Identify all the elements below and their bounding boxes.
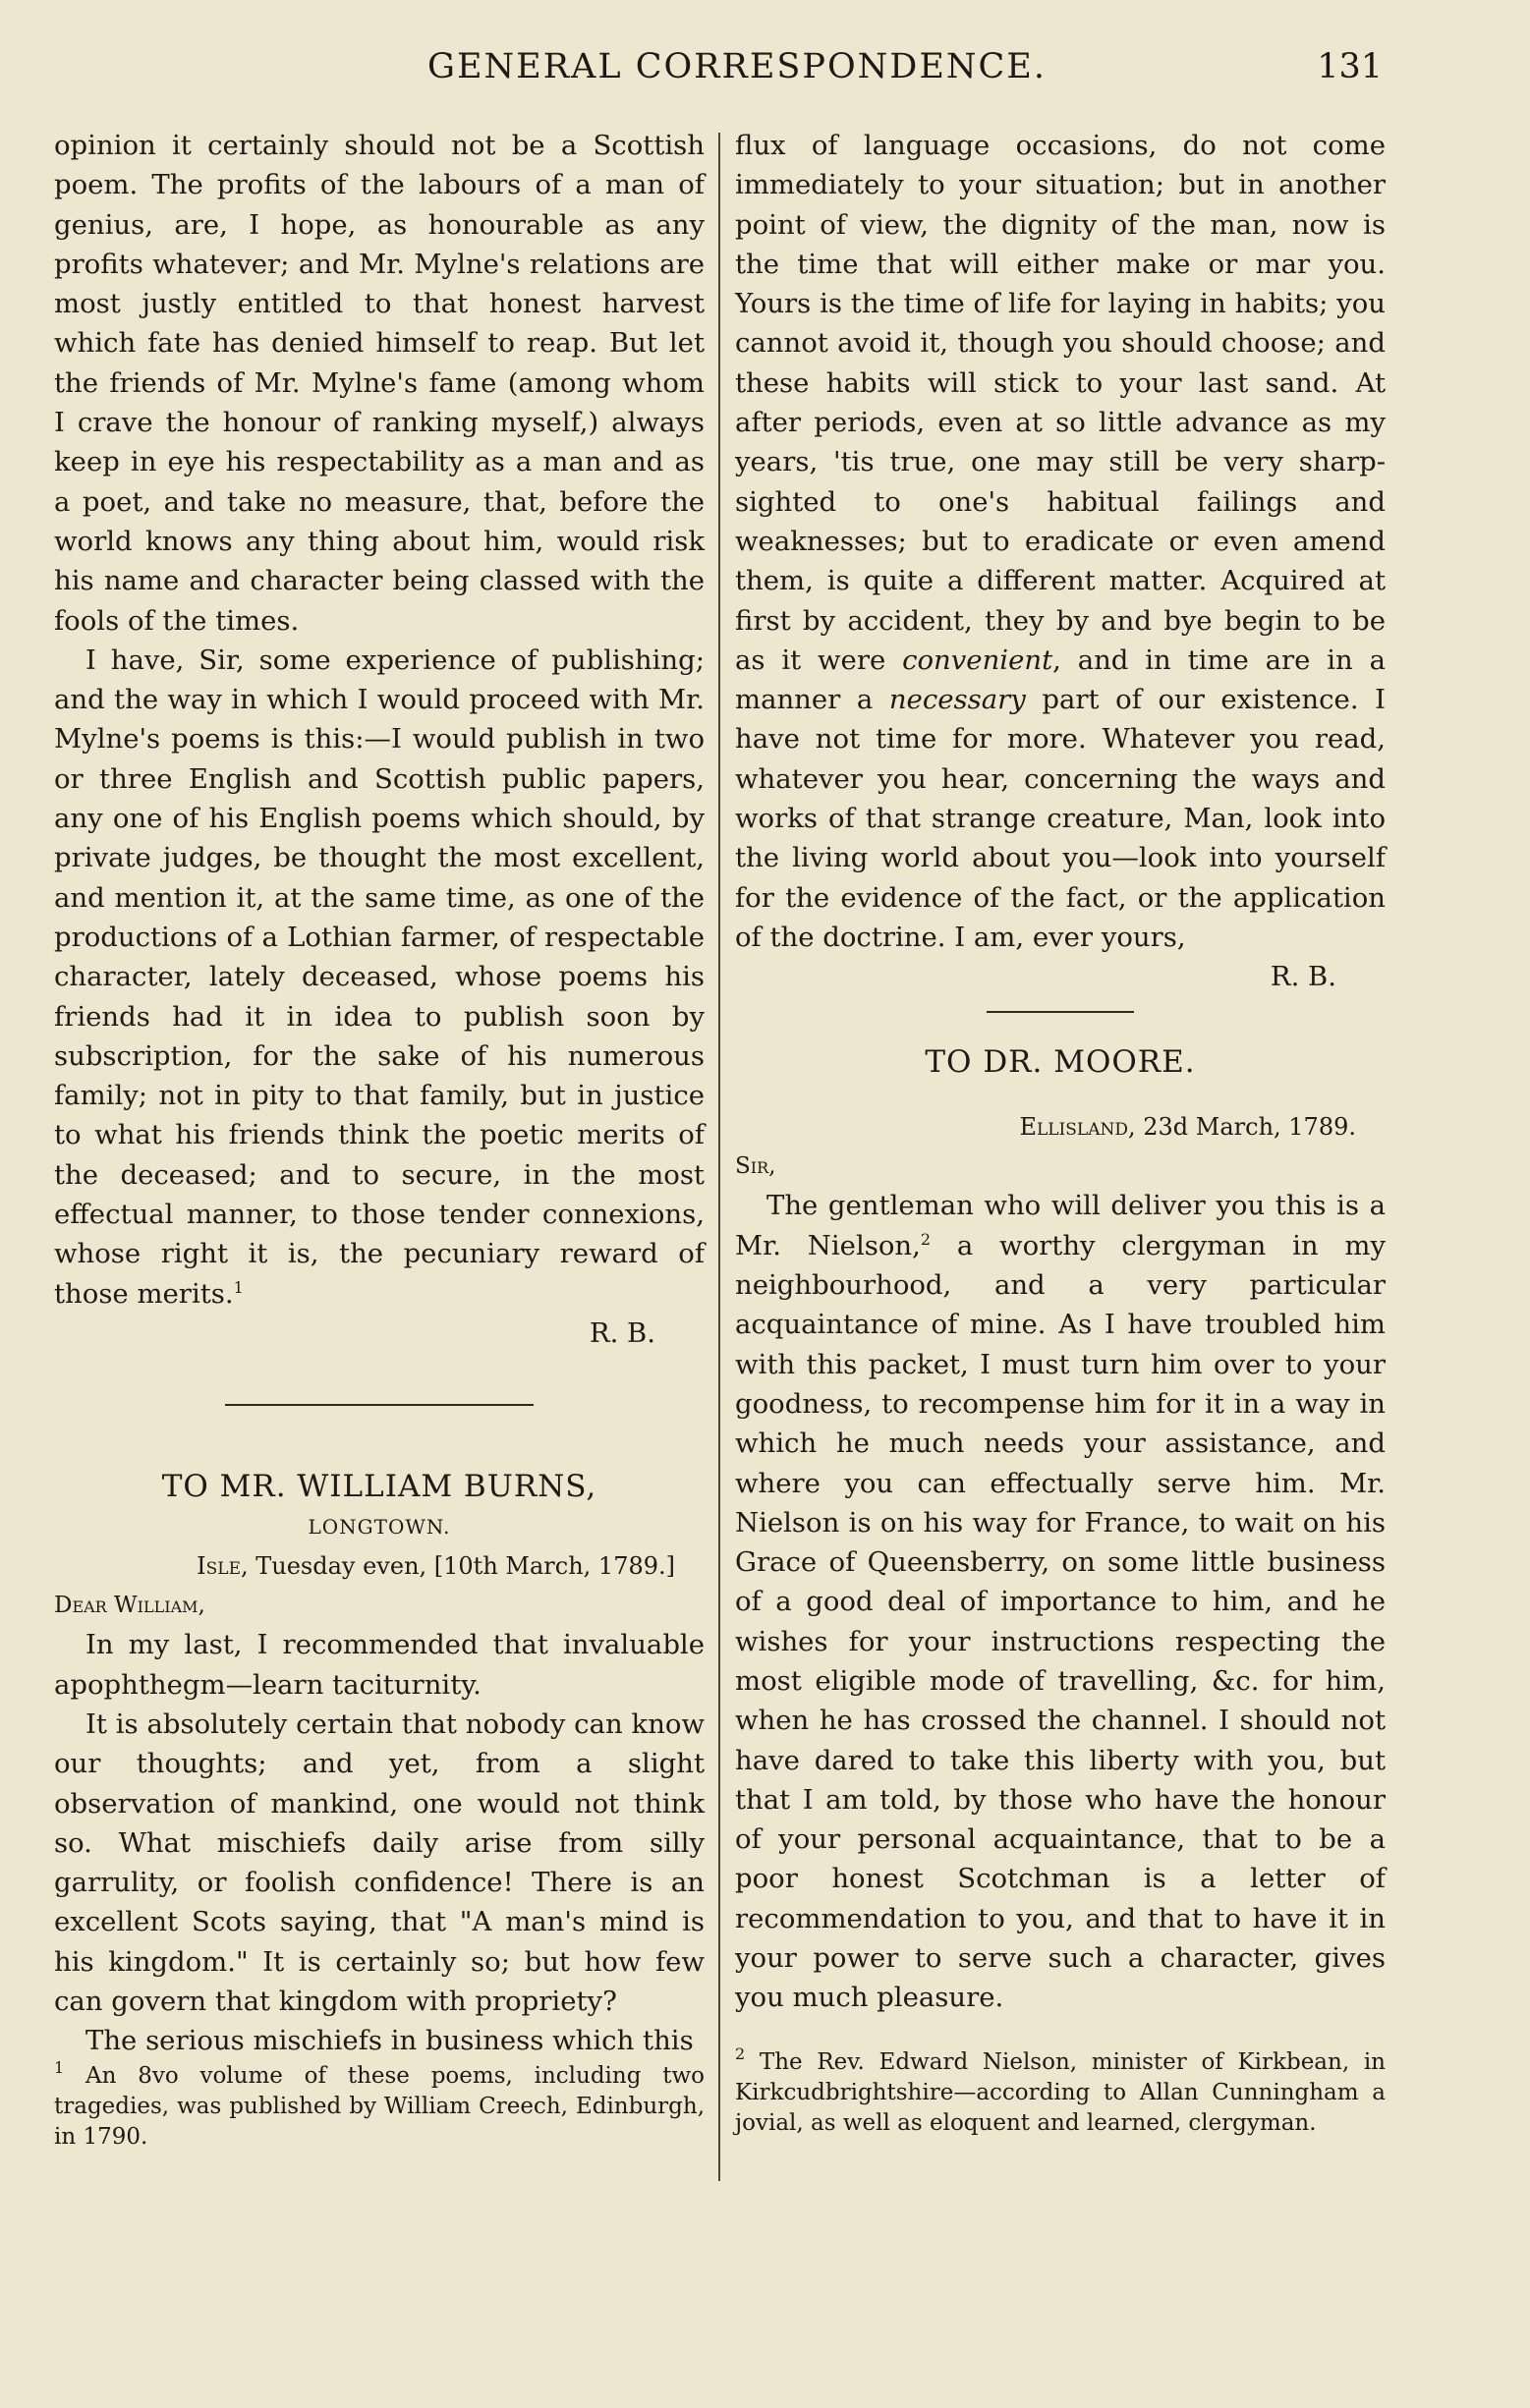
signature: R. B.	[1270, 961, 1336, 993]
salutation: Dear William,	[54, 1593, 205, 1619]
salutation: Sir,	[735, 1153, 776, 1180]
paragraph	[735, 1186, 1386, 2017]
page-header	[0, 47, 1530, 106]
emphasis: necessary	[888, 684, 1026, 716]
footnote-marker: 2	[920, 1229, 932, 1249]
footnote-text: The Rev. Edward Nielson, minister of Kirkbean, in Kirkcudbrightshire—according to Allan Cunningham a jovial, as well as eloquent and learned, clergyman.	[735, 2048, 1386, 2136]
footnote	[54, 2057, 705, 2153]
paragraph-text: , and in time are in a manner a	[735, 644, 1386, 716]
letter-heading: TO MR. WILLIAM BURNS,	[161, 1469, 597, 1505]
right-column	[735, 126, 1386, 2139]
footnote-number: 2	[735, 2044, 746, 2063]
paragraph-text: The gentleman who will deliver you this is a Mr. Nielson,	[735, 1190, 1386, 1261]
dateline	[735, 1107, 1386, 1147]
footnote-number: 1	[54, 2057, 65, 2077]
page-number: 131	[1317, 47, 1383, 86]
section-divider	[987, 1011, 1134, 1013]
paragraph-text: a worthy clergyman in my neighbourhood, and a very particular acquaintance of mine. As I have troubled him with this packet, I must turn him over to your goodness, to recompense him for it in a way in which he much needs your assistance, and where you can effectually serve him. Mr. Nielson is on his way for France, to wait on his Grace of Queensberry, on some little business of a good deal of importance to him, and he wishes for your instructions respecting the most eligible mode of travelling, &c. for him, when he has crossed the channel. I should not have dared to take this liberty with you, but that I am told, by those who have the honour of your personal acquaintance, that to be a poor honest Scotchman is a letter of recommendation to you, and that to have it in your power to serve such a character, gives you much pleasure.	[735, 1229, 1386, 2014]
paragraph-text: flux of language occasions, do not come immediately to your situation; but in another point of view, the dignity of the man, now is the time that will either make or mar you. Yours is the time of life for laying in habits; you cannot avoid it, though you should choose; and these habits will stick to your last sand. At after periods, even at so little advance as my years, 'tis true, one may still be very sharp-sighted to one's habitual failings and weaknesses; but to eradicate or even amend them, is quite a different matter. Acquired at first by accident, they by and bye begin to be as it were	[735, 130, 1386, 676]
paragraph: opinion it certainly should not be a Scottish poem. The profits of the labours of a man of genius, are, I hope, as honourable as any profits whatever; and Mr. Mylne's relations are most justly entitled to that honest harvest which fate has denied himself to reap. But let the friends of Mr. Mylne's fame (among whom I crave the honour of ranking myself,) always keep in eye his respectability as a man and as a poet, and take no measure, that, before the world knows any thing about him, would risk his name and character being classed with the fools of the times.	[54, 130, 705, 637]
emphasis: convenient	[902, 644, 1053, 676]
dateline-place: Ellisland	[1019, 1112, 1128, 1141]
paragraph	[735, 126, 1386, 957]
dateline-date: , 23d March, 1789.	[1127, 1112, 1356, 1141]
paragraph: In my last, I recommended that invaluable apophthegm—learn taciturnity.	[54, 1629, 705, 1701]
footnote-marker: 1	[233, 1277, 244, 1297]
running-title: GENERAL CORRESPONDENCE.	[427, 47, 1047, 86]
dateline-date: , Tuesday even, [10th March, 1789.]	[241, 1551, 675, 1580]
footnote-text: An 8vo volume of these poems, including two tragedies, was published by William Creech, Edinburgh, in 1790.	[54, 2062, 705, 2150]
paragraph-text: I have, Sir, some experience of publishing; and the way in which I would proceed with Mr. Mylne's poems is this:—I would publish in two or three English and Scottish public papers, any one of his English poems which should, by private judges, be thought the most excellent, and mention it, at the same time, as one of the productions of a Lothian farmer, of respectable character, lately deceased, whose poems his friends had it in idea to publish soon by subscription, for the sake of his numerous family; not in pity to that family, but in justice to what his friends think the poetic merits of the deceased; and to secure, in the most effectual manner, to those tender connexions, whose right it is, the pecuniary reward of those merits.	[54, 644, 705, 1310]
dateline	[54, 1546, 705, 1586]
dateline-place: Isle	[197, 1551, 241, 1580]
footnote	[735, 2044, 1386, 2139]
letter-subheading: LONGTOWN.	[308, 1514, 451, 1539]
column-rule	[718, 133, 720, 2181]
paragraph: It is absolutely certain that nobody can know our thoughts; and yet, from a slight observation of mankind, one would not think so. What mischiefs daily arise from silly garrulity, or foolish confidence! There is an excellent Scots saying, that "A man's mind is his kingdom." It is certainly so; but how few can govern that kingdom with propriety?	[54, 1708, 705, 2018]
section-divider	[225, 1404, 534, 1406]
left-column	[54, 126, 705, 2153]
paragraph	[54, 641, 705, 1314]
signature: R. B.	[589, 1316, 655, 1349]
paragraph: The serious mischiefs in business which this	[85, 2025, 694, 2057]
paragraph-text: part of our existence. I have not time for more. Whatever you read, whatever you hear, concerning the ways and works of that strange creature, Man, look into the living world about you—look into yourself for the evidence of the fact, or the application of the doctrine. I am, ever yours,	[735, 684, 1386, 953]
letter-heading: TO DR. MOORE.	[925, 1043, 1196, 1080]
